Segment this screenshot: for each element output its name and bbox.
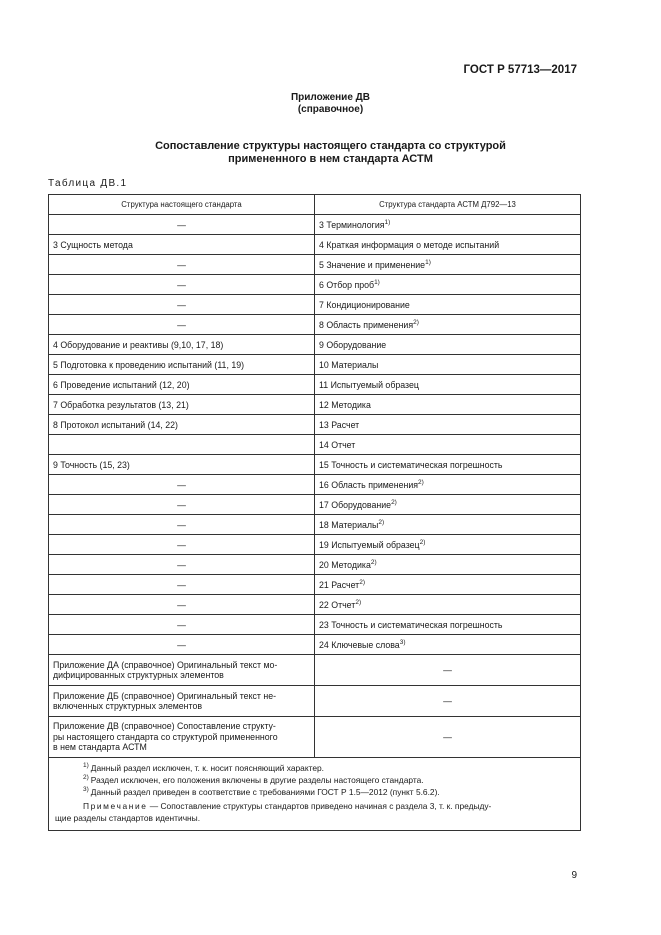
- astm-section-cell: [315, 615, 581, 635]
- table-row: [49, 315, 581, 335]
- table-row: [49, 375, 581, 395]
- table-row: [49, 655, 581, 686]
- astm-section-cell: [315, 535, 581, 555]
- table-label: Таблица ДВ.1: [48, 178, 128, 189]
- national-section-cell: —: [49, 615, 315, 635]
- table-row: [49, 275, 581, 295]
- appendix-row-left: Приложение ДБ (справочное) Оригинальный текст не- включенных структурных элементов: [49, 686, 315, 717]
- structure-comparison-table: [48, 194, 581, 831]
- footnote-mark: 2): [419, 538, 426, 546]
- table-row: [49, 686, 581, 717]
- astm-section-text: 11 Испытуемый образец: [319, 379, 419, 390]
- national-section-cell: —: [49, 255, 315, 275]
- footnote-mark: 2): [391, 498, 397, 506]
- footnote-mark: 2): [378, 518, 385, 526]
- column-header-national: Структура настоящего стандарта: [49, 195, 315, 215]
- table-row: [49, 415, 581, 435]
- table-row: [49, 295, 581, 315]
- heading-line-2: примененного в нем стандарта АСТМ: [228, 153, 433, 165]
- national-section-cell: —: [49, 515, 315, 535]
- national-section-cell: —: [49, 495, 315, 515]
- astm-section-text: 21 Расчет: [319, 579, 360, 590]
- national-section-cell: 8 Протокол испытаний (14, 22): [49, 415, 315, 435]
- astm-section-text: 24 Ключевые слова: [319, 639, 400, 650]
- footnote-mark: 1): [374, 278, 380, 286]
- appendix-type: (справочное): [297, 104, 364, 115]
- remark: [55, 800, 574, 824]
- appendix-row-left: Приложение ДА (справочное) Оригинальный текст мо- дифицированных структурных элементов: [49, 655, 315, 686]
- notes-row: [49, 758, 581, 831]
- astm-section-cell: [315, 555, 581, 575]
- astm-section-text: 9 Оборудование: [319, 339, 387, 350]
- astm-section-text: 18 Материалы: [319, 519, 379, 530]
- national-section-cell: —: [49, 215, 315, 235]
- national-section-cell: —: [49, 275, 315, 295]
- astm-section-text: 6 Отбор проб: [319, 279, 375, 290]
- astm-section-text: 17 Оборудование: [319, 499, 392, 510]
- national-section-cell: —: [49, 535, 315, 555]
- appendix-row-right: —: [315, 717, 581, 758]
- footnote-mark: 2): [418, 478, 424, 486]
- astm-section-cell: [315, 575, 581, 595]
- footnote-mark: 2): [370, 558, 377, 566]
- national-section-cell: [49, 435, 315, 455]
- astm-section-cell: [315, 335, 581, 355]
- astm-section-text: 22 Отчет: [319, 599, 356, 610]
- astm-section-cell: [315, 475, 581, 495]
- footnote-mark: 1): [425, 258, 431, 266]
- national-section-cell: 4 Оборудование и реактивы (9,10, 17, 18): [49, 335, 315, 355]
- table-row: [49, 615, 581, 635]
- astm-section-text: 23 Точность и систематическая погрешность: [319, 619, 503, 630]
- astm-section-cell: [315, 295, 581, 315]
- footnote-1: $^{1)}$ Данный раздел исключен, т. к. носит поясняющий характер.: [83, 762, 324, 773]
- astm-section-cell: [315, 255, 581, 275]
- astm-section-text: 5 Значение и применение: [319, 259, 426, 270]
- national-section-cell: —: [49, 295, 315, 315]
- remark-text: — Сопоставление структуры стандартов приведено начиная с раздела 3, т. к. предыду-: [147, 801, 492, 811]
- astm-section-cell: [315, 375, 581, 395]
- astm-section-cell: [315, 395, 581, 415]
- astm-section-text: 4 Краткая информация о методе испытаний: [319, 239, 500, 250]
- national-section-cell: 7 Обработка результатов (13, 21): [49, 395, 315, 415]
- astm-section-text: 10 Материалы: [319, 359, 379, 370]
- astm-section-cell: [315, 275, 581, 295]
- astm-section-text: 16 Область применения: [319, 479, 418, 490]
- astm-section-text: 15 Точность и систематическая погрешность: [319, 459, 503, 470]
- national-section-cell: 6 Проведение испытаний (12, 20): [49, 375, 315, 395]
- table-row: [49, 515, 581, 535]
- astm-section-text: 13 Расчет: [319, 419, 360, 430]
- astm-section-text: 7 Кондиционирование: [319, 299, 410, 310]
- table-row: [49, 555, 581, 575]
- table-row: [49, 215, 581, 235]
- document-code: ГОСТ Р 57713—2017: [463, 64, 577, 76]
- section-heading: [0, 140, 661, 166]
- astm-section-cell: [315, 415, 581, 435]
- astm-section-text: 12 Методика: [319, 399, 371, 410]
- appendix-title: Приложение ДВ: [290, 92, 371, 103]
- national-section-cell: 5 Подготовка к проведению испытаний (11, 19): [49, 355, 315, 375]
- astm-section-cell: [315, 635, 581, 655]
- astm-section-cell: [315, 315, 581, 335]
- column-header-astm: Структура стандарта АСТМ Д792—13: [315, 195, 581, 215]
- astm-section-cell: [315, 235, 581, 255]
- national-section-cell: —: [49, 555, 315, 575]
- page-number: 9: [571, 870, 577, 881]
- national-section-cell: —: [49, 475, 315, 495]
- astm-section-cell: [315, 595, 581, 615]
- table-row: [49, 255, 581, 275]
- table-row: [49, 435, 581, 455]
- astm-section-text: 20 Методика: [319, 559, 371, 570]
- astm-section-text: 14 Отчет: [319, 439, 356, 450]
- footnote-mark: 2): [359, 578, 365, 586]
- remark-label: Примечание: [83, 801, 148, 811]
- footnote-mark: 2): [355, 598, 362, 606]
- appendix-row-right: —: [315, 686, 581, 717]
- astm-section-cell: [315, 355, 581, 375]
- national-section-cell: 9 Точность (15, 23): [49, 455, 315, 475]
- astm-section-text: 19 Испытуемый образец: [319, 539, 420, 550]
- table-row: [49, 335, 581, 355]
- table-row: [49, 495, 581, 515]
- astm-section-cell: [315, 455, 581, 475]
- table-row: [49, 575, 581, 595]
- astm-section-cell: [315, 515, 581, 535]
- table-row: [49, 475, 581, 495]
- footnote-2: $^{2)}$ Раздел исключен, его положения включены в другие разделы настоящего стандарта.: [83, 774, 424, 785]
- astm-section-cell: [315, 495, 581, 515]
- notes-cell: [49, 758, 581, 831]
- table-row: [49, 595, 581, 615]
- astm-section-cell: [315, 215, 581, 235]
- table-row: [49, 635, 581, 655]
- footnote-3: $^{3)}$ Данный раздел приведен в соответствие с требованиями ГОСТ Р 1.5—2012 (пункт 5.6.2).: [83, 786, 440, 797]
- heading-line-1: Сопоставление структуры настоящего стандарта со структурой: [155, 140, 506, 152]
- footnote-mark: 3): [399, 638, 406, 646]
- footnote-mark: 1): [384, 218, 391, 226]
- footnote-mark: 2): [413, 318, 419, 326]
- appendix-row-right: —: [315, 655, 581, 686]
- appendix-row-left: Приложение ДВ (справочное) Сопоставление структу- ры настоящего стандарта со структурой примененного в нем стандарта АСТМ: [49, 717, 315, 758]
- table-row: [49, 535, 581, 555]
- table-row: [49, 235, 581, 255]
- table-row: [49, 717, 581, 758]
- appendix-title-block: [0, 92, 661, 116]
- table-row: [49, 395, 581, 415]
- national-section-cell: —: [49, 315, 315, 335]
- national-section-cell: —: [49, 635, 315, 655]
- remark-text-2: щие разделы стандартов идентичны.: [55, 813, 201, 823]
- table-row: [49, 355, 581, 375]
- national-section-cell: —: [49, 575, 315, 595]
- astm-section-cell: [315, 435, 581, 455]
- astm-section-text: 3 Терминология: [319, 219, 385, 230]
- astm-section-text: 8 Область применения: [319, 319, 414, 330]
- national-section-cell: 3 Сущность метода: [49, 235, 315, 255]
- table-row: [49, 455, 581, 475]
- national-section-cell: —: [49, 595, 315, 615]
